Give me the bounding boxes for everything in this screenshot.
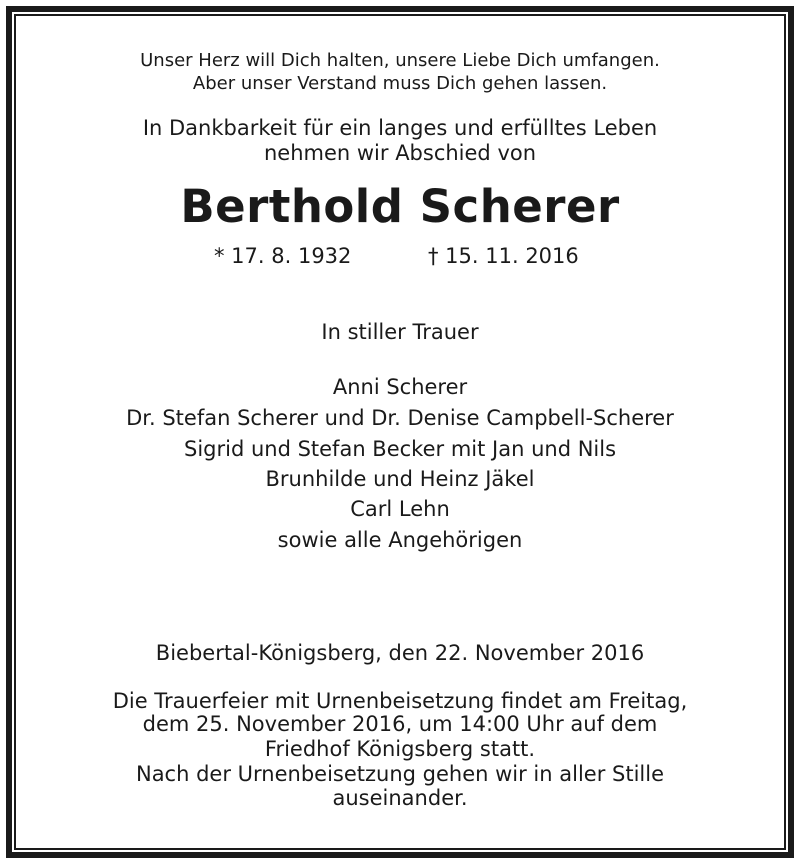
ceremony-line-1: Die Trauerfeier mit Urnenbeisetzung findet am Freitag, — [112, 689, 688, 713]
ceremony-line-5: auseinander. — [332, 786, 468, 810]
mourner-1: Anni Scherer — [332, 375, 468, 399]
death-date: † 15. 11. 2016 — [428, 244, 579, 268]
mourner-6: sowie alle Angehörigen — [277, 528, 523, 552]
intro-line-1: In Dankbarkeit für ein langes und erfülltes Leben — [142, 116, 658, 140]
motto-line-2: Aber unser Verstand muss Dich gehen lassen. — [192, 73, 608, 94]
ceremony-line-4: Nach der Urnenbeisetzung gehen wir in aller Stille — [135, 762, 665, 786]
mourning-heading: In stiller Trauer — [321, 320, 479, 344]
deceased-name: Berthold Scherer — [180, 180, 620, 233]
mourner-5: Carl Lehn — [350, 497, 450, 521]
mourner-2: Dr. Stefan Scherer und Dr. Denise Campbell-Scherer — [126, 406, 674, 430]
motto-line-1: Unser Herz will Dich halten, unsere Liebe Dich umfangen. — [140, 50, 660, 71]
intro-line-2: nehmen wir Abschied von — [263, 141, 537, 165]
mourner-3: Sigrid und Stefan Becker mit Jan und Nils — [183, 437, 617, 461]
ceremony-line-3: Friedhof Königsberg statt. — [264, 737, 536, 761]
place-date: Biebertal-Königsberg, den 22. November 2016 — [155, 641, 645, 665]
birth-date: * 17. 8. 1932 — [214, 244, 352, 268]
ceremony-line-2: dem 25. November 2016, um 14:00 Uhr auf dem — [142, 712, 658, 736]
mourner-4: Brunhilde und Heinz Jäkel — [265, 467, 535, 491]
